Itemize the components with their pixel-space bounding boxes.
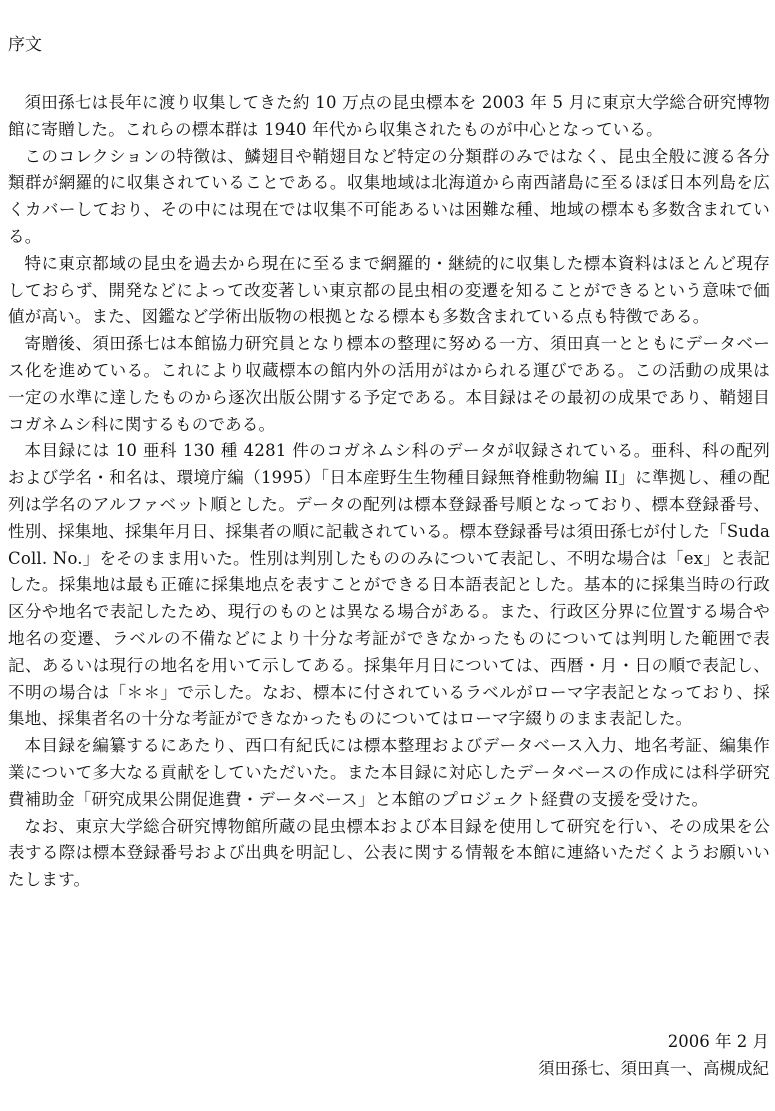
paragraph-catalog-contents: 本目録には 10 亜科 130 種 4281 件のコガネムシ科のデータが収録されている。亜科、科の配列および学名・和名は、環境庁編（1995）「日本産野生生物種目録無脊椎動物編 II」に準拠し、種の配列は学名のアルファベット順とした。データの配列は標本登録番号順となっており、標本登録番号、性別、採集地、採集年月日、採集者の順に記載されている。標本登録番号は須田孫七が付した「Suda Coll. No.」をそのまま用いた。性別は判別したもののみについて表記し、不明な場合は「ex」と表記した。採集地は最も正確に採集地点を表すことができる日本語表記とした。基本的に採集当時の行政区分や地名で表記したため、現行のものとは異なる場合がある。また、行政区分界に位置する場合や地名の変遷、ラベルの不備などにより十分な考証ができなかったものについては判明した範囲で表記、あるいは現行の地名を用いて示してある。採集年月日については、西暦・月・日の順で表記し、不明の場合は「＊＊」で示した。なお、標本に付されているラベルがローマ字表記となっており、採集地、採集者名の十分な考証ができなかったものについてはローマ字綴りのまま表記した。 <box>8 441 770 729</box>
signature-block <box>538 1028 769 1082</box>
page-title: 序文 <box>8 35 42 55</box>
signature-authors: 須田孫七、須田真一、高槻成紀 <box>538 1059 769 1078</box>
preface-body <box>8 90 770 894</box>
paragraph-acknowledgements: 本目録を編纂するにあたり、西口有紀氏には標本整理およびデータベース入力、地名考証、編集作業について多大なる貢献をしていただいた。また本目録に対応したデータベースの作成には科学研究費補助金「研究成果公開促進費・データベース」と本館のプロジェクト経費の支援を受けた。 <box>8 736 770 809</box>
paragraph-collection-features: このコレクションの特徴は、鱗翅目や鞘翅目など特定の分類群のみではなく、昆虫全般に渡る各分類群が網羅的に収集されていることである。収集地域は北海道から南西諸島に至るほぼ日本列島を広くカバーしており、その中には現在では収集不可能あるいは困難な種、地域の標本も多数含まれている。 <box>8 146 770 246</box>
paragraph-donation: 須田孫七は長年に渡り収集してきた約 10 万点の昆虫標本を 2003 年 5 月に東京大学総合研究博物館に寄贈した。これらの標本群は 1940 年代から収集されたものが中心となっている。 <box>8 93 770 139</box>
paragraph-database-work: 寄贈後、須田孫七は本館協力研究員となり標本の整理に努める一方、須田真一とともにデータベース化を進めている。これにより収蔵標本の館内外の活用がはかられる運びである。この活動の成果は一定の水準に達したものから逐次出版公開する予定である。本目録はその最初の成果であり、鞘翅目コガネムシ科に関するものである。 <box>8 334 770 434</box>
signature-date: 2006 年 2 月 <box>667 1032 769 1051</box>
paragraph-usage-request: なお、東京大学総合研究博物館所蔵の昆虫標本および本目録を使用して研究を行い、その成果を公表する際は標本登録番号および出典を明記し、公表に関する情報を本館に連絡いただくようお願いいたします。 <box>8 816 770 890</box>
paragraph-tokyo-value: 特に東京都域の昆虫を過去から現在に至るまで網羅的・継続的に収集した標本資料はほとんど現存しておらず、開発などによって改変著しい東京都の昆虫相の変遷を知ることができるという意味で価値が高い。また、図鑑など学術出版物の根拠となる標本も多数含まれている点も特徴である。 <box>8 253 770 327</box>
